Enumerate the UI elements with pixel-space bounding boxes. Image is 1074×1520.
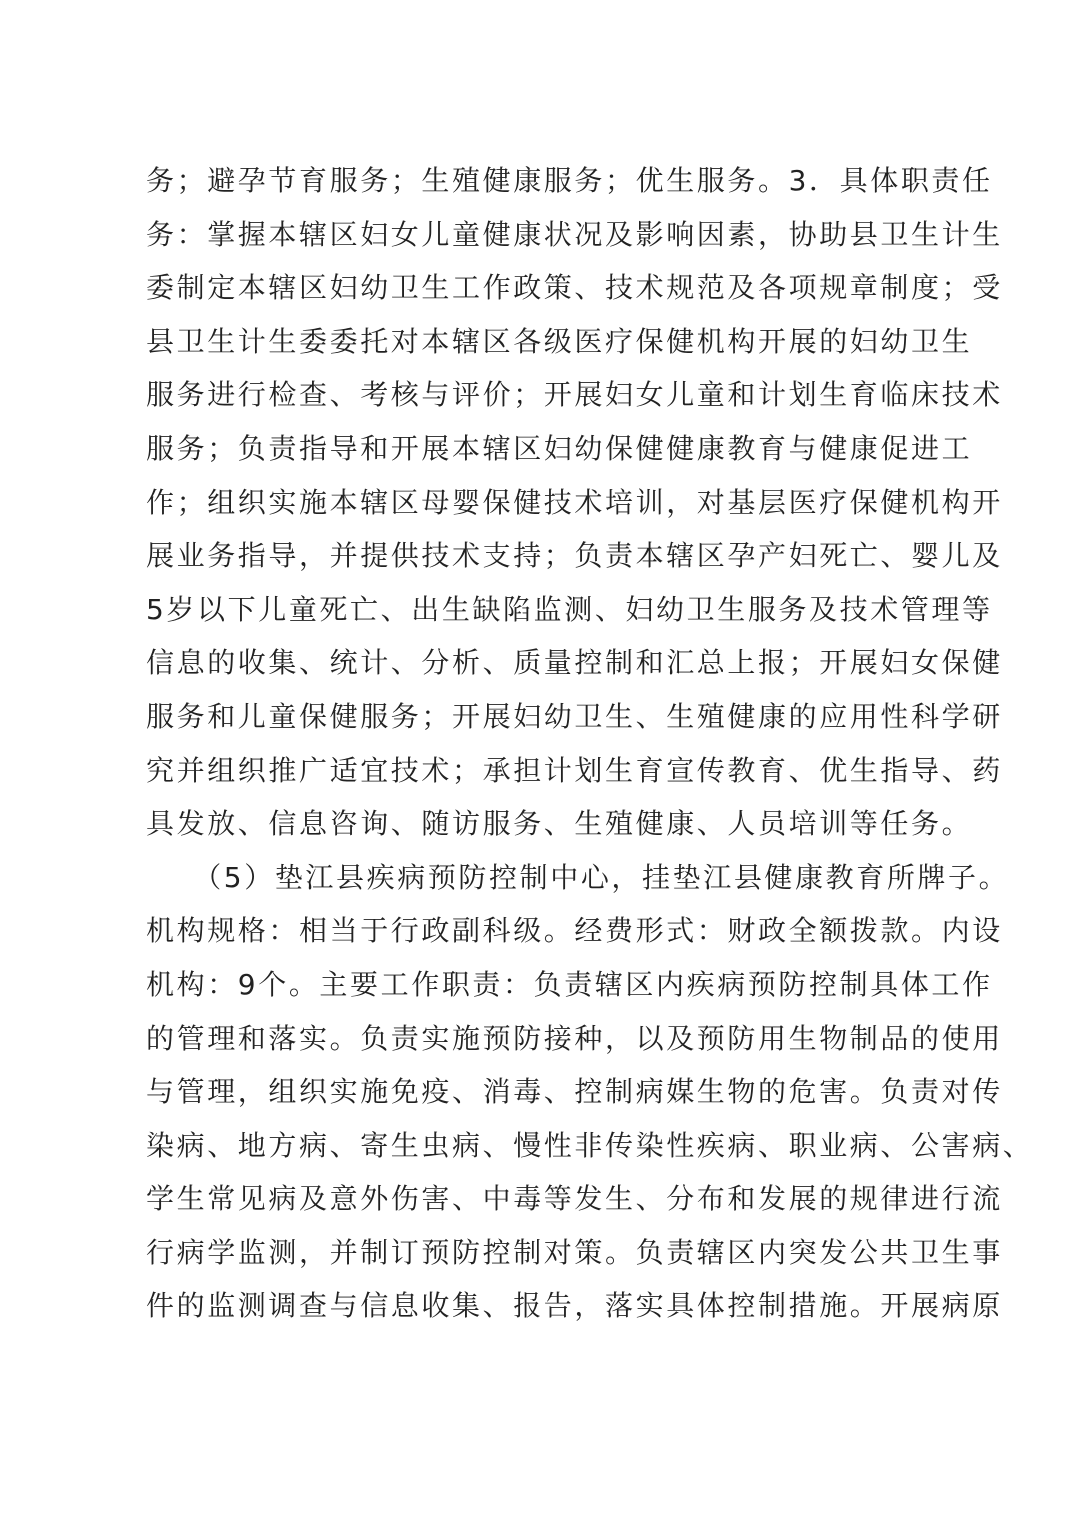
text-line: 与管理，组织实施免疫、消毒、控制病媒生物的危害。负责对传	[146, 1075, 1003, 1109]
text-line: 究并组织推广适宜技术；承担计划生育宣传教育、优生指导、药	[146, 753, 1003, 787]
body-text	[146, 154, 1034, 1333]
text-line: 务：掌握本辖区妇女儿童健康状况及影响因素，协助县卫生计生	[146, 217, 1003, 251]
text-line: 务；避孕节育服务；生殖健康服务；优生服务。3．具体职责任	[146, 164, 993, 197]
text-line: 5岁以下儿童死亡、出生缺陷监测、妇幼卫生服务及技术管理等	[146, 592, 993, 626]
text-line: 机构：9个。主要工作职责：负责辖区内疾病预防控制具体工作	[146, 967, 993, 1001]
text-line: 服务；负责指导和开展本辖区妇幼保健健康教育与健康促进工	[146, 431, 973, 465]
text-line: 作；组织实施本辖区母婴保健技术培训，对基层医疗保健机构开	[146, 485, 1003, 519]
text-line: 服务和儿童保健服务；开展妇幼卫生、生殖健康的应用性科学研	[146, 699, 1003, 733]
text-line: 展业务指导，并提供技术支持；负责本辖区孕产妇死亡、婴儿及	[146, 539, 1003, 573]
text-line: 学生常见病及意外伤害、中毒等发生、分布和发展的规律进行流	[146, 1182, 1003, 1216]
text-line: 的管理和落实。负责实施预防接种，以及预防用生物制品的使用	[146, 1021, 1003, 1055]
text-line: 行病学监测，并制订预防控制对策。负责辖区内突发公共卫生事	[146, 1235, 1003, 1269]
text-line: 件的监测调查与信息收集、报告，落实具体控制措施。开展病原	[146, 1289, 1003, 1323]
text-line: 委制定本辖区妇幼卫生工作政策、技术规范及各项规章制度；受	[146, 271, 1003, 305]
text-line: 机构规格：相当于行政副科级。经费形式：财政全额拨款。内设	[146, 914, 1003, 948]
text-line: 具发放、信息咨询、随访服务、生殖健康、人员培训等任务。	[146, 807, 973, 841]
text-line: 县卫生计生委委托对本辖区各级医疗保健机构开展的妇幼卫生	[146, 324, 973, 358]
text-line: 染病、地方病、寄生虫病、慢性非传染性疾病、职业病、公害病、	[146, 1128, 1034, 1162]
text-line: 服务进行检查、考核与评价；开展妇女儿童和计划生育临床技术	[146, 378, 1003, 412]
paragraph-start-line: （5）垫江县疾病预防控制中心，挂垫江县健康教育所牌子。	[146, 860, 1010, 894]
text-line: 信息的收集、统计、分析、质量控制和汇总上报；开展妇女保健	[146, 646, 1003, 680]
